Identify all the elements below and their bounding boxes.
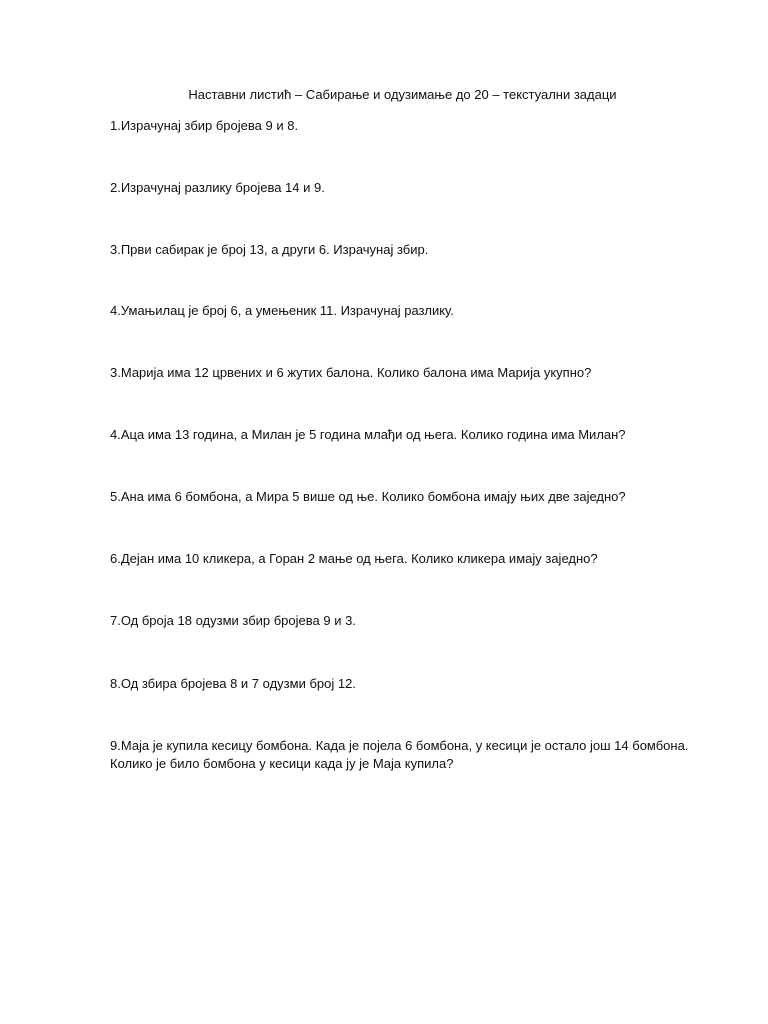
task-11 [110, 737, 730, 773]
task-text: 1.Израчунај збир бројева 9 и 8. [110, 118, 299, 133]
task-text: 2.Израчунај разлику бројева 14 и 9. [110, 180, 325, 195]
worksheet-title: Наставни листић – Сабирање и одузимање до 20 – текстуални задаци [188, 87, 617, 102]
task-5 [110, 364, 730, 382]
task-text: 4.Аца има 13 година, а Милан је 5 година млађи од њега. Колико година има Милан? [110, 427, 626, 442]
task-text: 5.Ана има 6 бомбона, а Мира 5 више од ње. Колико бомбона имају њих две заједно? [110, 489, 626, 504]
task-text: 6.Дејан има 10 кликера, а Горан 2 мање од њега. Колико кликера имају заједно? [110, 551, 598, 566]
task-10 [110, 675, 730, 693]
task-text: 4.Умањилац је број 6, а умењеник 11. Израчунај разлику. [110, 303, 454, 318]
task-6 [110, 426, 730, 444]
task-2 [110, 179, 730, 197]
task-9 [110, 612, 730, 630]
task-3 [110, 241, 730, 259]
task-text-line-2: Колико је било бомбона у кесици када ју је Маја купила? [110, 756, 454, 771]
task-4 [110, 302, 730, 320]
task-1 [110, 117, 730, 135]
task-7 [110, 488, 730, 506]
task-text-line-1: 9.Маја је купила кесицу бомбона. Када је појела 6 бомбона, у кесици је остало још 14 бомбона. [110, 738, 689, 753]
task-text: 3.Први сабирак је број 13, а други 6. Израчунај збир. [110, 242, 429, 257]
task-8 [110, 550, 730, 568]
task-text: 8.Од збира бројева 8 и 7 одузми број 12. [110, 676, 356, 691]
task-text: 3.Марија има 12 црвених и 6 жутих балона. Колико балона има Марија укупно? [110, 365, 592, 380]
task-text: 7.Од броја 18 одузми збир бројева 9 и 3. [110, 613, 356, 628]
